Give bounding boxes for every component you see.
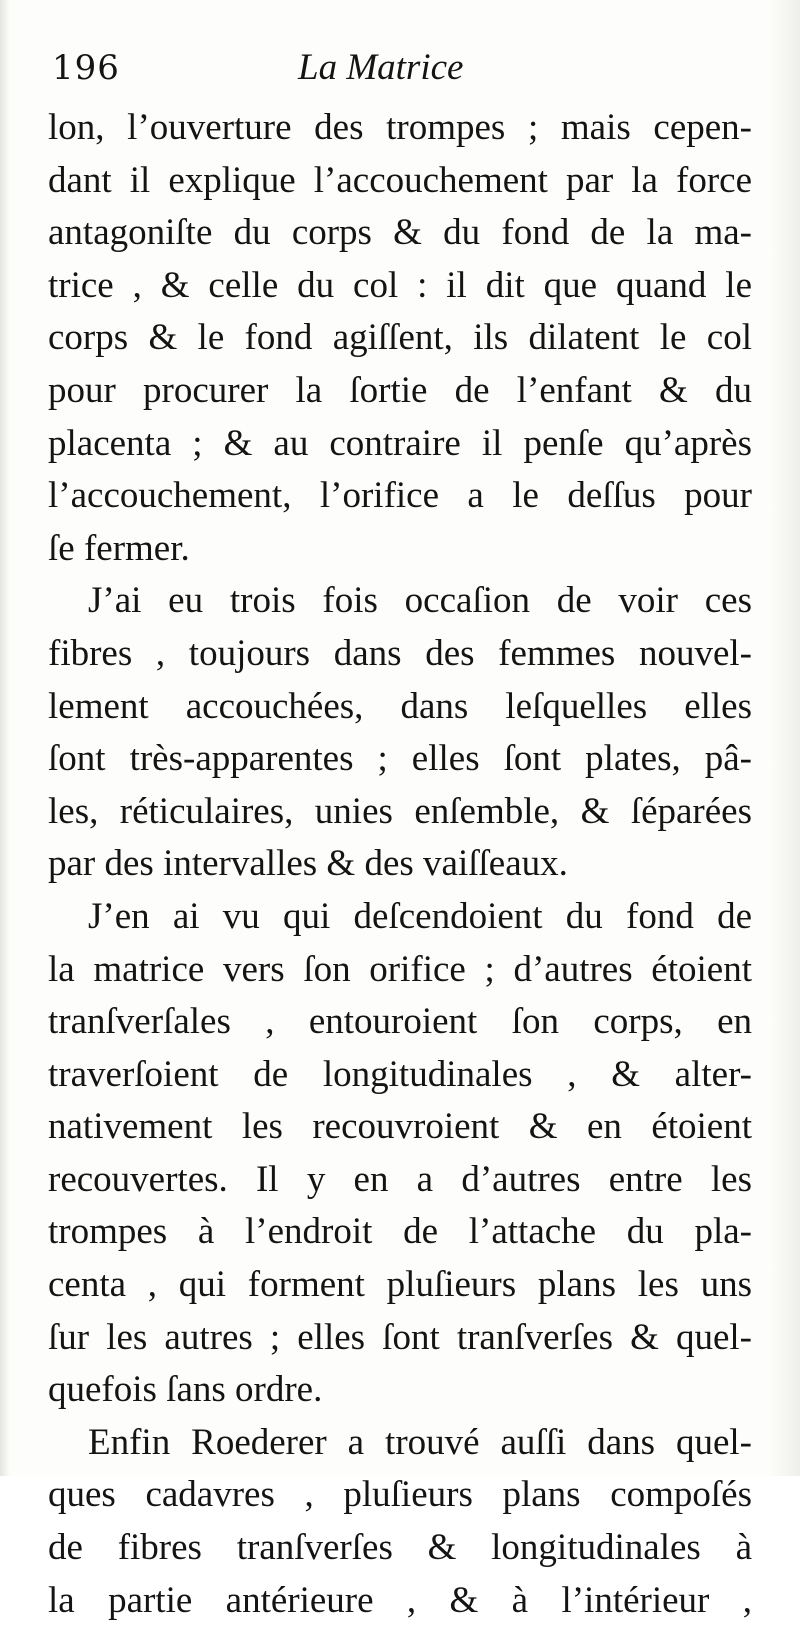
page-number: 196	[52, 48, 120, 88]
text-line: l’accouchement, l’orifice a le deſſus pour	[48, 475, 752, 517]
text-line: trompes à l’endroit de l’attache du pla-	[48, 1211, 752, 1253]
text-line: lement accouchées, dans leſquelles elles	[48, 685, 752, 727]
text-line: antagoniſte du corps & du fond de la ma-	[48, 212, 752, 254]
text-line: J’ai eu trois fois occaſion de voir ces	[88, 580, 752, 622]
text-line: ques cadavres , pluſieurs plans compoſés	[48, 1474, 752, 1516]
text-line: dant il explique l’accouchement par la force	[48, 159, 752, 201]
text-line: la partie antérieure , & à l’intérieur ,	[48, 1579, 752, 1621]
text-line: ſont très-apparentes ; elles ſont plates, pâ-	[48, 738, 752, 780]
text-line: corps & le fond agiſſent, ils dilatent le col	[48, 317, 752, 359]
text-line: traverſoient de longitudinales , & alter-	[48, 1053, 752, 1095]
text-line: la matrice vers ſon orifice ; d’autres étoient	[48, 948, 752, 990]
text-line: lon, l’ouverture des trompes ; mais cepen-	[48, 107, 752, 148]
text-line: J’en ai vu qui deſcendoient du fond de	[88, 895, 752, 937]
text-line: par des intervalles & des vaiſſeaux.	[48, 843, 568, 885]
text-line: de fibres tranſverſes & longitudinales à	[48, 1527, 752, 1569]
text-line: ſur les autres ; elles ſont tranſverſes & quel-	[48, 1316, 752, 1358]
text-line: pour procurer la ſortie de l’enfant & du	[48, 369, 752, 411]
running-title: La Matrice	[298, 47, 464, 88]
text-line: centa , qui forment pluſieurs plans les uns	[48, 1264, 752, 1306]
text-line: les, réticulaires, unies enſemble, & ſéparées	[48, 790, 752, 832]
page-edge-shadow-right	[770, 0, 800, 1476]
text-line: quefois ſans ordre.	[48, 1369, 323, 1411]
body-text	[48, 102, 752, 1627]
text-line: fibres , toujours dans des femmes nouvel-	[48, 632, 752, 674]
text-line: tranſverſales , entouroient ſon corps, en	[48, 1001, 752, 1043]
text-line: placenta ; & au contraire il penſe qu’après	[48, 422, 752, 464]
text-line: Enfin Roederer a trouvé auſſi dans quel-	[88, 1421, 752, 1463]
text-line: ſe fermer.	[48, 527, 190, 569]
page-header	[52, 44, 752, 92]
text-line: nativement les recouvroient & en étoient	[48, 1106, 752, 1148]
text-line: recouvertes. Il y en a d’autres entre les	[48, 1158, 752, 1200]
page-edge-shadow-left	[0, 0, 10, 1476]
text-line: trice , & celle du col : il dit que quand le	[48, 264, 752, 306]
